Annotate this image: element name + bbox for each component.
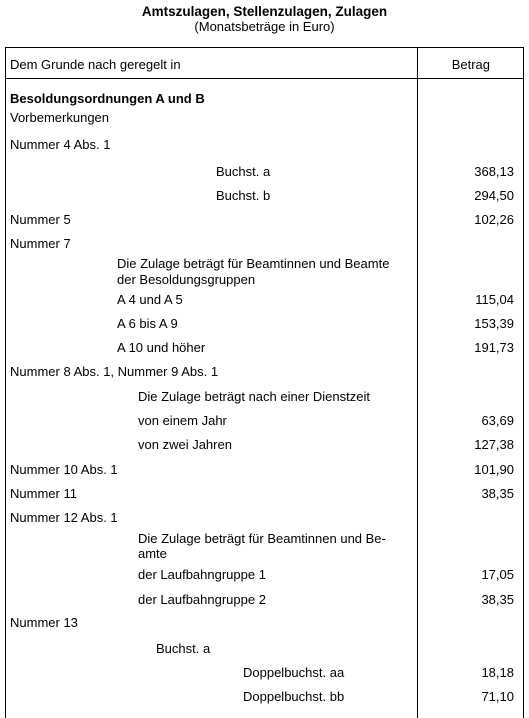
row-note: amte	[138, 546, 167, 561]
header-col-amount: Betrag	[451, 57, 490, 72]
row-label: A 4 und A 5	[117, 292, 183, 307]
row-label: Buchst. a	[156, 641, 211, 656]
row-label: von zwei Jahren	[138, 437, 232, 452]
row-label: Doppelbuchst. bb	[243, 689, 345, 704]
allowance-table	[5, 47, 524, 718]
header-col-regulation: Dem Grunde nach geregelt in	[10, 57, 181, 72]
row-amount: 153,39	[474, 316, 514, 331]
row-amount: 17,05	[481, 567, 514, 582]
row-label: Nummer 8 Abs. 1, Nummer 9 Abs. 1	[10, 364, 219, 379]
row-note: der Besoldungsgruppen	[117, 272, 256, 287]
page-subtitle: (Monatsbeträge in Euro)	[194, 19, 335, 34]
header-divider	[6, 78, 523, 79]
row-label: Buchst. b	[216, 188, 271, 203]
row-label: der Laufbahngruppe 2	[138, 592, 266, 607]
row-label: von einem Jahr	[138, 413, 227, 428]
row-amount: 63,69	[481, 413, 514, 428]
page-title: Amtszulagen, Stellenzulagen, Zulagen	[141, 4, 388, 19]
row-label: der Laufbahngruppe 1	[138, 567, 266, 582]
row-amount: 115,04	[475, 292, 514, 307]
row-amount: 294,50	[474, 188, 514, 203]
row-label: Buchst. a	[216, 164, 271, 179]
row-label: Nummer 5	[10, 212, 71, 227]
row-note: Die Zulage beträgt für Beamtinnen und Beamte	[117, 256, 390, 271]
row-amount: 71,10	[481, 689, 514, 704]
row-label: Doppelbuchst. aa	[243, 665, 345, 680]
section-heading: Besoldungsordnungen A und B	[10, 91, 205, 106]
row-amount: 18,18	[481, 665, 514, 680]
row-label: Nummer 12 Abs. 1	[10, 510, 118, 525]
row-amount: 127,38	[474, 437, 514, 452]
row-amount: 102,26	[474, 212, 514, 227]
row-amount: 191,73	[474, 340, 514, 355]
row-label: Nummer 11	[10, 486, 77, 501]
row-note: Die Zulage beträgt nach einer Dienstzeit	[138, 389, 370, 404]
row-label: Nummer 4 Abs. 1	[10, 137, 111, 152]
row-label: Nummer 10 Abs. 1	[10, 462, 118, 477]
row-amount: 38,35	[481, 592, 514, 607]
row-note: Die Zulage beträgt für Beamtinnen und Be-	[138, 531, 386, 546]
row-amount: 38,35	[481, 486, 514, 501]
row-amount: 101,90	[474, 462, 514, 477]
row-label: Vorbemerkungen	[10, 110, 110, 125]
row-label: Nummer 7	[10, 236, 71, 251]
row-amount: 368,13	[474, 164, 514, 179]
row-label: A 6 bis A 9	[117, 316, 178, 331]
row-label: Nummer 13	[10, 615, 78, 630]
row-label: A 10 und höher	[117, 340, 206, 355]
column-divider	[417, 48, 418, 718]
